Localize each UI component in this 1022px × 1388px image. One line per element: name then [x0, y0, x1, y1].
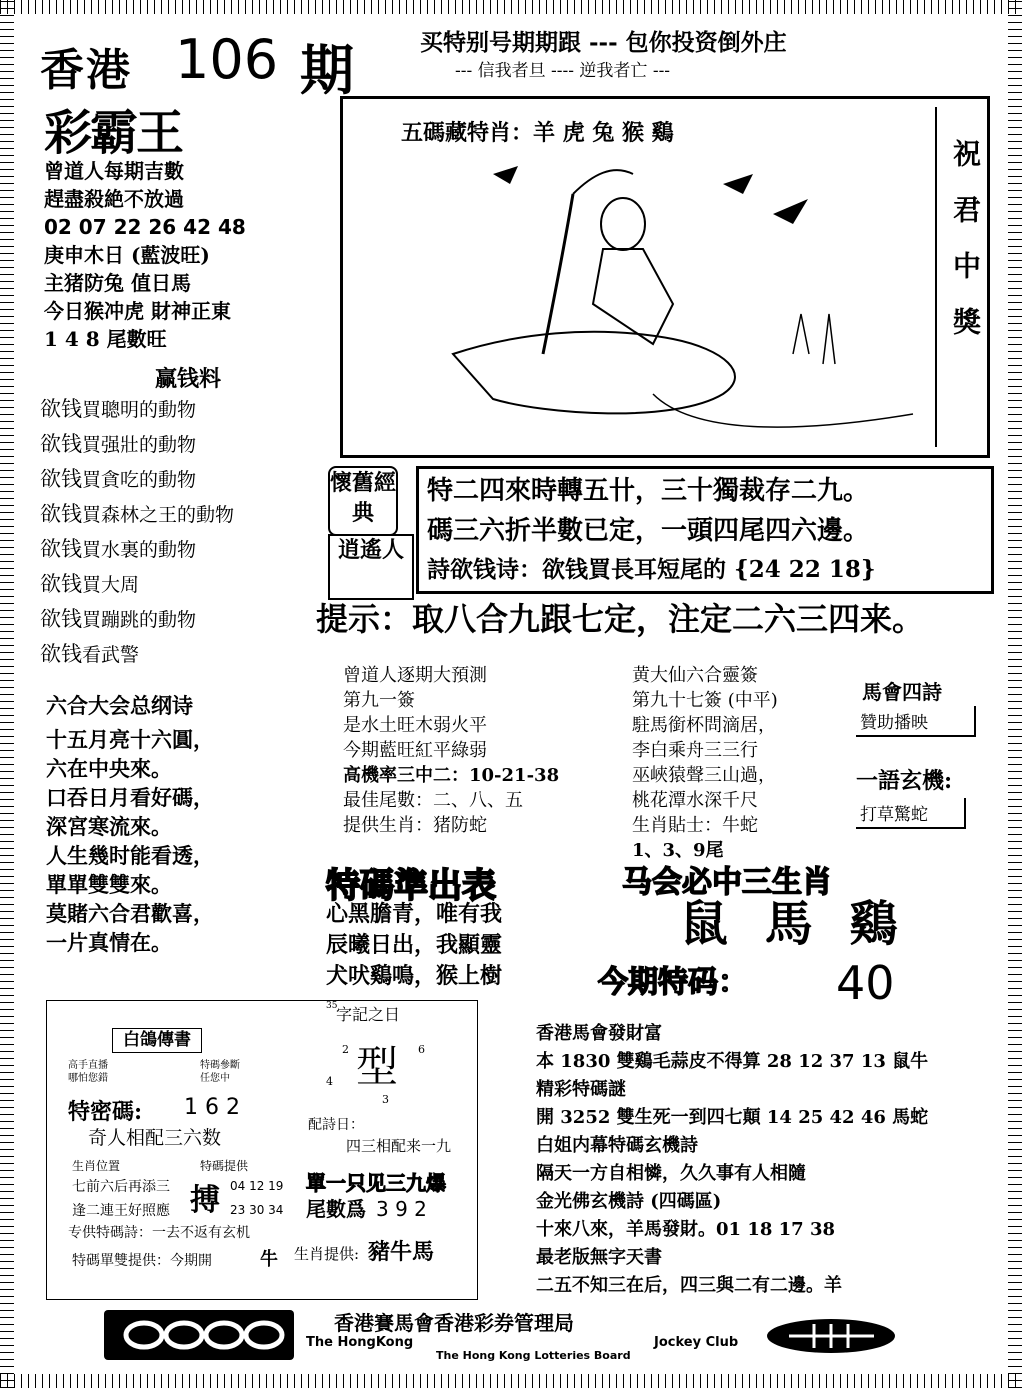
- zi-title: 字記之日: [336, 1005, 401, 1024]
- zeng-line: 高機率三中二：10-21-38: [343, 765, 560, 786]
- te-poem-value: 欲钱诗：欲钱買長耳短尾的 {24 22 18}: [450, 556, 876, 583]
- scholar-illustration: [393, 154, 933, 444]
- te-row-value: 三六折半數已定，一頭四尾四六邊。: [453, 516, 870, 546]
- zi-sx-label: 生肖提供:: [294, 1245, 360, 1263]
- top-border: [0, 0, 1022, 14]
- zeng-line: 最佳尾數：二、八、五: [343, 790, 523, 811]
- mahui-t2: 贊助播映: [856, 706, 976, 737]
- poem-line: 口吞日月看好碼，: [46, 785, 214, 810]
- list-item: [40, 433, 234, 468]
- rb-line: 二五不知三在后，四三與二有二邊。羊: [536, 1275, 842, 1296]
- header-qi: 期: [300, 39, 354, 102]
- lotteries-logo-icon: [764, 1316, 898, 1356]
- mahui-t4: 打草驚蛇: [856, 798, 966, 829]
- left-top-info: [44, 160, 246, 350]
- item-prefix: 欲钱: [40, 572, 82, 596]
- baige-mi-num: 1 6 2: [184, 1095, 240, 1120]
- item-prefix: 欲钱: [40, 537, 82, 561]
- baige-small-r2: 任您中: [200, 1073, 230, 1084]
- list-item: [40, 608, 234, 643]
- header-hk: 香港: [40, 45, 132, 96]
- zi-n4: 4: [326, 1075, 333, 1088]
- brand-title: 彩霸王: [44, 105, 183, 161]
- zi-n2: 2: [342, 1043, 349, 1056]
- baige-zhuan: 专供特碼詩：一去不返有玄机: [68, 1225, 250, 1241]
- mahui-three-title: 马会必中三生肖: [622, 865, 832, 900]
- item-text: 買貪吃的動物: [82, 469, 197, 491]
- rb-line: 白姐内幕特碼玄機詩: [536, 1135, 698, 1156]
- zeng-line: 提供生肖：猪防蛇: [343, 815, 487, 836]
- info-line: 1 4 8 尾數旺: [44, 327, 167, 351]
- info-line: 趕盡殺絶不放過: [44, 187, 184, 211]
- zi-char: 型: [356, 1042, 399, 1091]
- huang-block: [632, 666, 778, 866]
- footer-en1: The HongKong: [306, 1335, 414, 1350]
- item-text: 買大周: [82, 574, 140, 596]
- zi-n3: 6: [418, 1043, 425, 1056]
- mahui-t3: 一語玄機:: [856, 768, 953, 794]
- te-poem: [427, 557, 876, 582]
- tishi: [316, 602, 924, 637]
- te-row-key: 特: [427, 476, 454, 506]
- header-slogan: 买特别号期期跟 --- 包你投资倒外庄: [420, 29, 787, 56]
- huang-line: 巫峽猿聲三山過，: [632, 765, 776, 786]
- zeng-line: 今期藍旺紅平綠弱: [343, 740, 487, 761]
- info-line: 02 07 22 26 42 48: [44, 215, 246, 239]
- rb-line: 香港馬會發財富: [536, 1023, 662, 1044]
- tema-lines: [326, 902, 502, 995]
- mahui-t1: 馬會四詩: [862, 680, 942, 704]
- tema-line: 辰曦日出，我顯靈: [326, 932, 503, 958]
- poem-lines: [46, 728, 214, 960]
- baige-small-r1: 特碼參斷: [200, 1060, 240, 1071]
- poem-line: 莫賭六合君歡喜，: [46, 901, 214, 926]
- zi-dan: 單一只见三九爆: [306, 1171, 446, 1195]
- info-line: 曾道人每期吉數: [44, 159, 184, 183]
- huang-line: 黄大仙六合靈簽: [632, 665, 758, 686]
- poem-line: 深宮寒流來。: [46, 814, 172, 839]
- jq-label: 今期特码：: [598, 965, 748, 1000]
- list-item: [40, 398, 234, 433]
- list-item: [40, 573, 234, 608]
- tema-line: 犬吠鷄鳴，猴上樹: [326, 963, 503, 989]
- zeng-block: [343, 666, 559, 841]
- baige-sx-l2: 七前六后再添三: [72, 1179, 170, 1195]
- header-slogan2: --- 信我者旦 ---- 逆我者亡 ---: [455, 61, 671, 81]
- te-label-b: 逍遙人: [328, 534, 414, 600]
- zeng-line: 第九一簽: [343, 690, 415, 711]
- huang-line: 1、3、9尾: [632, 840, 724, 861]
- tema-title: 特碼準出表: [326, 866, 496, 906]
- jq-number: 40: [836, 956, 895, 1010]
- item-text: 買森林之王的動物: [82, 504, 235, 526]
- zi-wei-label: 尾數爲: [306, 1197, 366, 1221]
- baige-small-l2: 哪怕您錯: [68, 1073, 108, 1084]
- tishi-label: 提示：: [316, 600, 413, 638]
- poem-line: 十五月亮十六圓，: [46, 727, 214, 752]
- picture-box: [340, 96, 990, 458]
- baige-sx-l1: 生肖位置: [72, 1159, 121, 1173]
- rb-line: 本 1830 雙鷄毛蒜皮不得算 28 12 37 13 鼠牛: [536, 1051, 929, 1072]
- list-item: [40, 538, 234, 573]
- footer-cn: 香港賽馬會香港彩券管理局: [334, 1311, 574, 1335]
- baige-shuang: 特碼單雙提供：今期開: [72, 1253, 212, 1269]
- baige-te-l1: 特碼提供: [200, 1159, 249, 1173]
- picture-caption: 五碼藏特肖：羊 虎 兔 猴 鷄: [401, 120, 674, 146]
- poem-title: 六合大会总纲诗: [46, 693, 193, 718]
- te-row-key: 碼: [427, 516, 454, 546]
- baige-small-l1: 高手直播: [68, 1060, 108, 1071]
- zi-n1: 35: [326, 1001, 338, 1011]
- baige-te-nums1: 04 12 19: [230, 1179, 284, 1193]
- zi-sx-v: 豬牛馬: [368, 1239, 435, 1265]
- poem-line: 六在中央來。: [46, 756, 172, 781]
- baige-te-nums2: 23 30 34: [230, 1203, 284, 1217]
- item-prefix: 欲钱: [40, 467, 82, 491]
- rb-line: 開 3252 雙生死一到四七顛 14 25 42 46 馬蛇: [536, 1107, 929, 1128]
- item-prefix: 欲钱: [40, 502, 82, 526]
- huang-line: 李白乘舟三三行: [632, 740, 758, 761]
- huang-line: 生肖貼士：牛蛇: [632, 815, 758, 836]
- item-text: 買强壯的動物: [82, 434, 197, 456]
- header-issue: 106: [175, 28, 279, 91]
- footer-en2: Jockey Club: [654, 1335, 739, 1350]
- huang-line: 第九十七簽 (中平): [632, 690, 778, 711]
- picture-side-text: 祝君中獎: [949, 139, 982, 363]
- footer-en3: The Hong Kong Lotteries Board: [436, 1349, 631, 1362]
- poem-line: 人生幾时能看透，: [46, 843, 214, 868]
- hkjc-logo: [104, 1310, 294, 1360]
- item-text: 買水裏的動物: [82, 539, 197, 561]
- te-row: [427, 517, 869, 546]
- baige-shuang-value: 牛: [260, 1249, 278, 1270]
- list-item: [40, 503, 234, 538]
- zi-pei: 配詩日：: [308, 1117, 364, 1133]
- rb-line: 十來八來，羊馬發財。01 18 17 38: [536, 1219, 835, 1240]
- rb-line: 最老版無字天書: [536, 1247, 662, 1268]
- huang-line: 桃花潭水深千尺: [632, 790, 758, 811]
- tema-line: 心黑膽青，唯有我: [326, 901, 503, 927]
- baige-sx-l3: 逢二連王好照應: [72, 1203, 170, 1219]
- poem-line: 一片真情在。: [46, 930, 172, 955]
- right-border: [1008, 0, 1022, 1388]
- list-item: [40, 643, 234, 678]
- right-bottom-block: [536, 1024, 928, 1304]
- huang-line: 駐馬銜杯問滴居，: [632, 715, 776, 736]
- te-row-value: 二四來時轉五卄，三十獨裁存二九。: [453, 476, 870, 506]
- item-text: 買蹦跳的動物: [82, 609, 197, 631]
- rb-line: 精彩特碼謎: [536, 1079, 626, 1100]
- yingqian-list: [40, 398, 234, 678]
- poem-line: 單單雙雙來。: [46, 872, 172, 897]
- baige-mi-label: 特密碼:: [68, 1099, 143, 1125]
- rb-line: 隔天一方自相憐，久久事有人相隨: [536, 1163, 806, 1184]
- info-line: 主猪防兔 值日馬: [44, 271, 191, 295]
- item-prefix: 欲钱: [40, 397, 82, 421]
- zi-wei-v: 3 9 2: [376, 1197, 427, 1221]
- list-item: [40, 468, 234, 503]
- mahui-three-animals: 鼠 馬 鷄: [680, 896, 908, 952]
- left-border: [0, 0, 14, 1388]
- item-prefix: 欲钱: [40, 642, 82, 666]
- te-poem-key: 詩: [427, 556, 450, 583]
- baige-te-char: 搏: [190, 1183, 220, 1218]
- item-text: 看武警: [82, 644, 140, 666]
- bottom-border: [0, 1374, 1022, 1388]
- baige-title: 白鴿傳書: [112, 1028, 202, 1053]
- lotteries-logo: [764, 1316, 898, 1356]
- tishi-text: 取八合九跟七定，注定二六三四来。: [412, 600, 925, 638]
- info-line: 庚申木日 (藍波旺): [44, 243, 210, 267]
- hkjc-logo-icon: [104, 1310, 294, 1360]
- te-box: [416, 466, 994, 594]
- zi-n5: 3: [382, 1093, 389, 1106]
- item-prefix: 欲钱: [40, 607, 82, 631]
- item-prefix: 欲钱: [40, 432, 82, 456]
- rb-line: 金光佛玄機詩 (四碼區): [536, 1191, 722, 1212]
- zeng-line: 曾道人逐期大預測: [343, 665, 487, 686]
- baige-qiren: 奇人相配三六数: [88, 1127, 222, 1149]
- item-text: 買聰明的動物: [82, 399, 197, 421]
- zi-pei-v: 四三相配来一九: [346, 1137, 452, 1155]
- zeng-line: 是水土旺木弱火平: [343, 715, 487, 736]
- info-line: 今日猴冲虎 財神正東: [44, 299, 231, 323]
- te-row: [427, 477, 869, 506]
- yingqian-title: 赢钱料: [155, 366, 222, 392]
- te-label-a: 懷舊經典: [328, 466, 398, 536]
